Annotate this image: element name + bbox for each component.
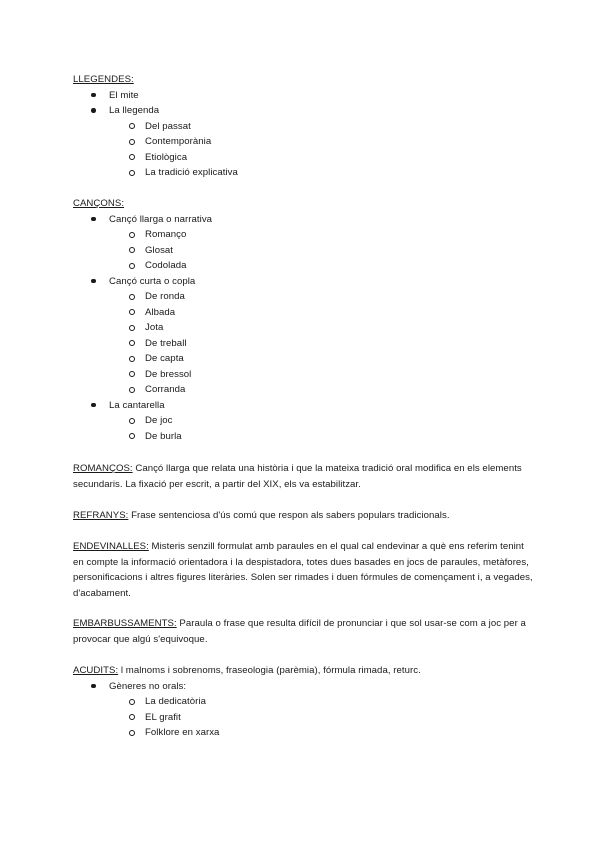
refranys-definition (73, 508, 533, 524)
cancons-heading: CANÇONS: (73, 198, 125, 209)
list-item: La llegenda (73, 103, 533, 119)
acudits-section (73, 663, 533, 741)
sub-list-item: De joc (73, 413, 533, 429)
llegendes-heading: LLEGENDES: (73, 74, 134, 85)
definition-text: Misteris senzill formulat amb paraules en el qual cal endevinar a què ens referim tenint en compte la informació orientadora i la despistadora, totes dues basades en jocs de paraules, metàfores, personificacions i altres figures literàries. Solen ser rimades i duen fórmules de començament i, a vegades, d'acabament. (73, 541, 533, 599)
list-item: Gèneres no orals: (73, 679, 533, 695)
cancons-section (73, 196, 533, 444)
sub-list-item: De capta (73, 351, 533, 367)
romancos-definition (73, 461, 533, 492)
sub-list-item: De ronda (73, 289, 533, 305)
sub-list-item: La tradició explicativa (73, 165, 533, 181)
sub-list-item: Del passat (73, 119, 533, 135)
acudits-definition (73, 663, 533, 679)
sub-list-item: De burla (73, 429, 533, 445)
definition-term: ENDEVINALLES: (73, 541, 149, 552)
embarbussaments-definition (73, 616, 533, 647)
list-item: La cantarella (73, 398, 533, 414)
sub-list-item: EL grafit (73, 710, 533, 726)
list-item: El mite (73, 88, 533, 104)
definition-text: Paraula o frase que resulta difícil de pronunciar i que sol usar-se com a joc per a provocar que algú s'equivoque. (73, 618, 526, 645)
definition-term: ACUDITS: (73, 665, 119, 676)
definition-term: REFRANYS: (73, 510, 129, 521)
sub-list-item: Folklore en xarxa (73, 725, 533, 741)
sub-list-item: Romanço (73, 227, 533, 243)
sub-list-item: Glosat (73, 243, 533, 259)
sub-list-item: De bressol (73, 367, 533, 383)
sub-list-item: Corranda (73, 382, 533, 398)
sub-list-item: La dedicatòria (73, 694, 533, 710)
list-item: Cançó llarga o narrativa (73, 212, 533, 228)
definition-text: Frase sentenciosa d'ús comú que respon als sabers populars tradicionals. (128, 510, 450, 521)
llegendes-list (73, 88, 533, 181)
definition-text: l malnoms i sobrenoms, fraseologia (parèmia), fórmula rimada, returc. (118, 665, 421, 676)
list-item: Cançó curta o copla (73, 274, 533, 290)
cancons-list (73, 212, 533, 445)
definition-term: ROMANÇOS: (73, 463, 133, 474)
sub-list-item: Jota (73, 320, 533, 336)
llegendes-section (73, 72, 533, 181)
sub-list-item: Albada (73, 305, 533, 321)
endevinalles-definition (73, 539, 533, 601)
sub-list-item: De treball (73, 336, 533, 352)
acudits-list (73, 679, 533, 741)
definition-text: Cançó llarga que relata una història i que la mateixa tradició oral modifica en els elements secundaris. La fixació per escrit, a partir del XIX, els va estabilitzar. (73, 463, 522, 490)
definition-term: EMBARBUSSAMENTS: (73, 618, 177, 629)
sub-list-item: Etiològica (73, 150, 533, 166)
sub-list-item: Codolada (73, 258, 533, 274)
sub-list-item: Contemporània (73, 134, 533, 150)
